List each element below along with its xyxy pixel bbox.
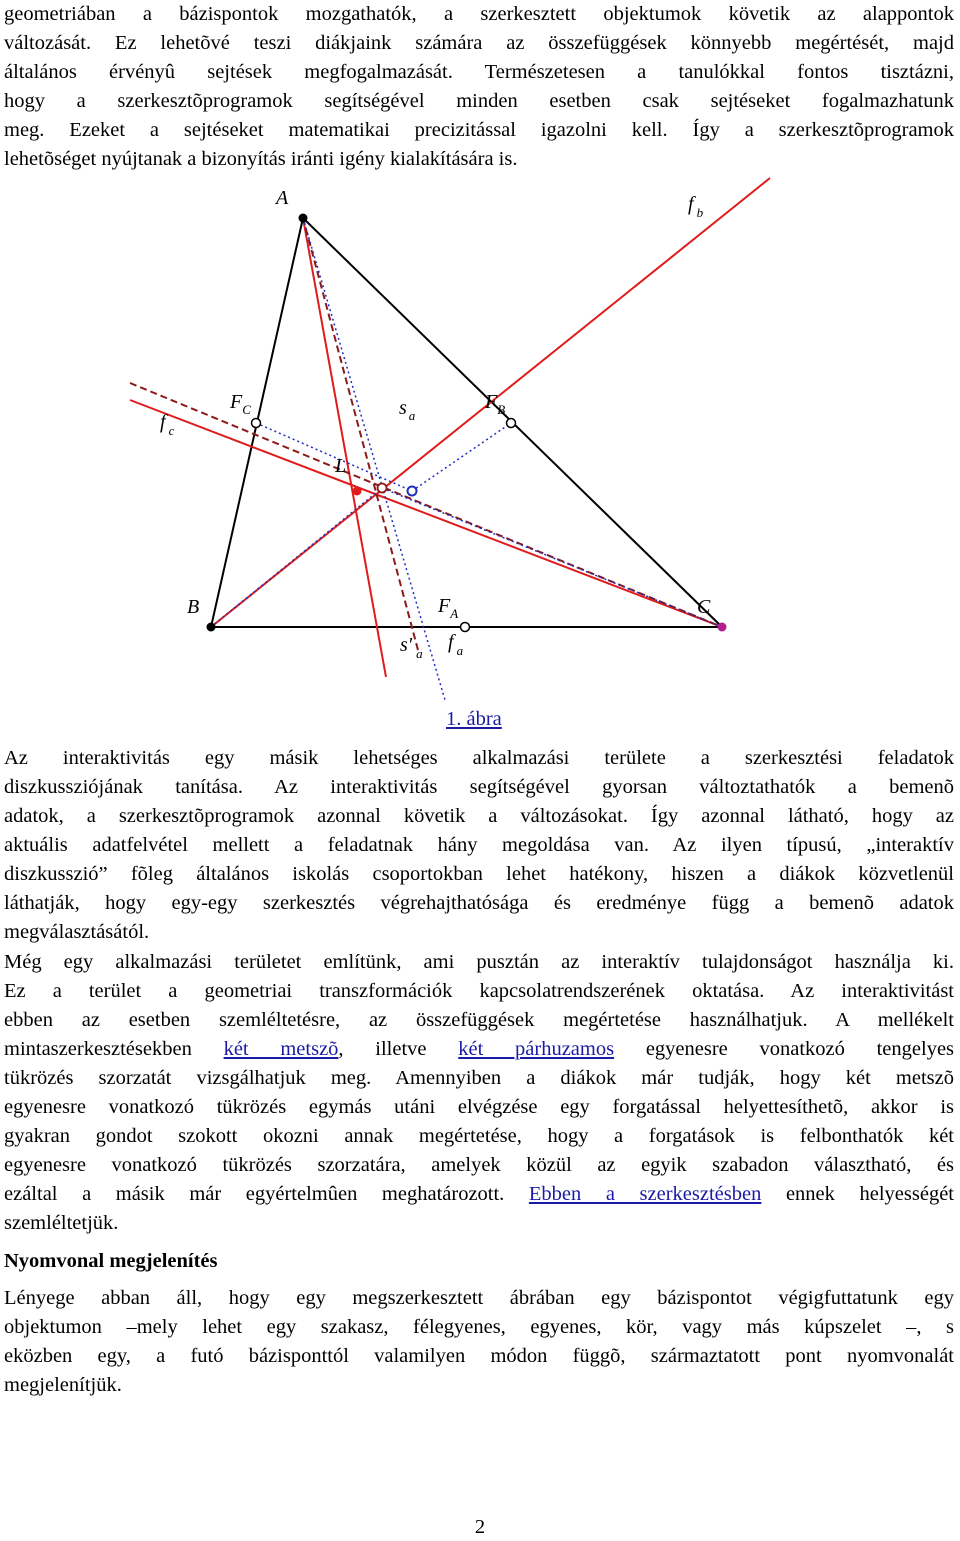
text-line: tükrözés szorzatát vizsgálhatjuk meg. Amennyiben a diákok már tudják, hogy két metszõ <box>4 1067 954 1089</box>
link-ket-parhuzamos[interactable]: két párhuzamos <box>458 1038 615 1060</box>
text-line: Az interaktivitás egy másik lehetséges alkalmazási területe a szerkesztési feladatok <box>4 747 954 769</box>
label-fc: $F_C$ <box>230 391 251 417</box>
point-fb <box>507 419 516 428</box>
text-line: objektumon –mely lehet egy szakasz, félegyenes, egyenes, kör, vagy más kúpszelet –, s <box>4 1316 954 1338</box>
label-c: C <box>697 596 711 618</box>
text-line: aktuális adatfelvétel mellett a feladatnak hány megoldása van. Az ilyen típusú, „interaktív <box>4 834 954 856</box>
point-l <box>378 484 387 493</box>
link-ebben-a-szerkesztesben[interactable]: Ebben a szerkesztésben <box>528 1183 762 1205</box>
point-a[interactable] <box>299 214 308 223</box>
point-fc <box>252 419 261 428</box>
paragraph-transformations <box>4 948 954 1238</box>
text-line: gyakran gondot szokott okozni annak megértetése, hogy a forgatások is felbonthatók két <box>4 1125 954 1147</box>
paragraph-trace <box>4 1284 954 1400</box>
dotted-line-3 <box>412 423 511 491</box>
label-fa-point: $F_A$ <box>438 595 459 621</box>
section-heading: Nyomvonal megjelenítés <box>4 1250 218 1272</box>
text-line: adatok, a szerkesztõprogramok azonnal követik a változásokat. Így azonnal látható, hogy az <box>4 805 954 827</box>
point-incenter <box>353 487 362 496</box>
text-line: geometriában a bázispontok mozgathatók, a szerkesztett objektumok követik az alappontok <box>4 3 954 25</box>
paragraph-discussion <box>4 744 954 947</box>
label-a: A <box>276 187 289 209</box>
text-line: általános érvényû sejtések megfogalmazását. Természetesen a tanulókkal fontos tisztázni, <box>4 61 954 83</box>
label-fc-line: f $_c$ <box>160 411 175 438</box>
text-line-with-links <box>4 1035 954 1064</box>
text-segment: , illetve <box>338 1038 427 1060</box>
page-number: 2 <box>474 1516 486 1538</box>
point-c[interactable] <box>718 623 727 632</box>
point-fa <box>461 623 470 632</box>
text-segment: mintaszerkesztésekben <box>4 1038 192 1060</box>
intro-paragraph <box>4 0 954 174</box>
text-segment: ezáltal a másik már egyértelmûen meghatározott. <box>4 1183 505 1205</box>
text-line: Ez a terület a geometriai transzformációk kapcsolatrendszerének oktatása. Az interaktivitást <box>4 980 954 1002</box>
point-b[interactable] <box>207 623 216 632</box>
text-line: Lényege abban áll, hogy egy megszerkesztett ábrában egy bázispontot végigfuttatunk egy <box>4 1287 954 1309</box>
text-line: változását. Ez lehetõvé teszi diákjaink számára az összefüggések könnyebb megértését, majd <box>4 32 954 54</box>
text-line: diszkusszió” fõleg általános iskolás csoportokban lehet hatékony, hiszen a diákok közvetlenül <box>4 863 954 885</box>
text-line: megválasztásától. <box>4 921 150 943</box>
label-fb-line: f $_b$ <box>688 193 704 220</box>
text-line: meg. Ezeket a sejtéseket matematikai precizitással igazolni kell. Így a szerkesztõprogramok <box>4 119 954 141</box>
text-line: egyenesre vonatkozó tükrözés szorzatára, amelyek közül az egyik szabadon választható, és <box>4 1154 954 1176</box>
text-line-with-link <box>4 1180 954 1209</box>
text-segment: egyenesre vonatkozó tengelyes <box>645 1038 955 1060</box>
figure-labels <box>160 187 711 661</box>
figure-caption[interactable]: 1. ábra <box>446 708 502 730</box>
text-line: láthatják, hogy egy-egy szerkesztés végrehajthatósága és eredménye függ a bemenõ adatok <box>4 892 954 914</box>
label-sa: s $_a$ <box>399 397 416 423</box>
text-line: lehetõséget nyújtanak a bizonyítás iránti igény kialakítására is. <box>4 148 518 170</box>
text-line: megjelenítjük. <box>4 1374 122 1396</box>
text-line: hogy a szerkesztõprogramok segítségével minden esetben csak sejtéseket fogalmazhatunk <box>4 90 954 112</box>
label-b: B <box>187 596 200 618</box>
text-segment: ennek helyességét <box>785 1183 954 1205</box>
point-blue <box>408 487 417 496</box>
label-fa-line: f $_a$ <box>448 631 464 658</box>
label-sa-prime: s′ $_a$ <box>400 634 423 661</box>
text-line: szemléltetjük. <box>4 1212 119 1234</box>
text-line: Még egy alkalmazási területet említünk, ami pusztán az interaktív tulajdonságot használja ki. <box>4 951 954 973</box>
text-line: ebben az esetben szemléltetésre, az összefüggések megértetése használhatjuk. A mellékelt <box>4 1009 954 1031</box>
text-line: egyenesre vonatkozó tükrözés egymás utáni elvégzése egy forgatással helyettesíthetõ, akkor is <box>4 1096 954 1118</box>
text-line: diszkussziójának tanítása. Az interaktivitás segítségével gyorsan változtathatók a bemenõ <box>4 776 954 798</box>
label-l: L <box>335 455 347 477</box>
link-ket-metszo[interactable]: két metszõ <box>223 1038 339 1060</box>
triangle-figure <box>0 170 960 700</box>
dashed-line-a <box>303 218 418 650</box>
label-fb: $F_B$ <box>485 391 506 417</box>
text-line: eközben egy, a futó bázisponttól valamilyen módon függõ, származtatott pont nyomvonalát <box>4 1345 954 1367</box>
